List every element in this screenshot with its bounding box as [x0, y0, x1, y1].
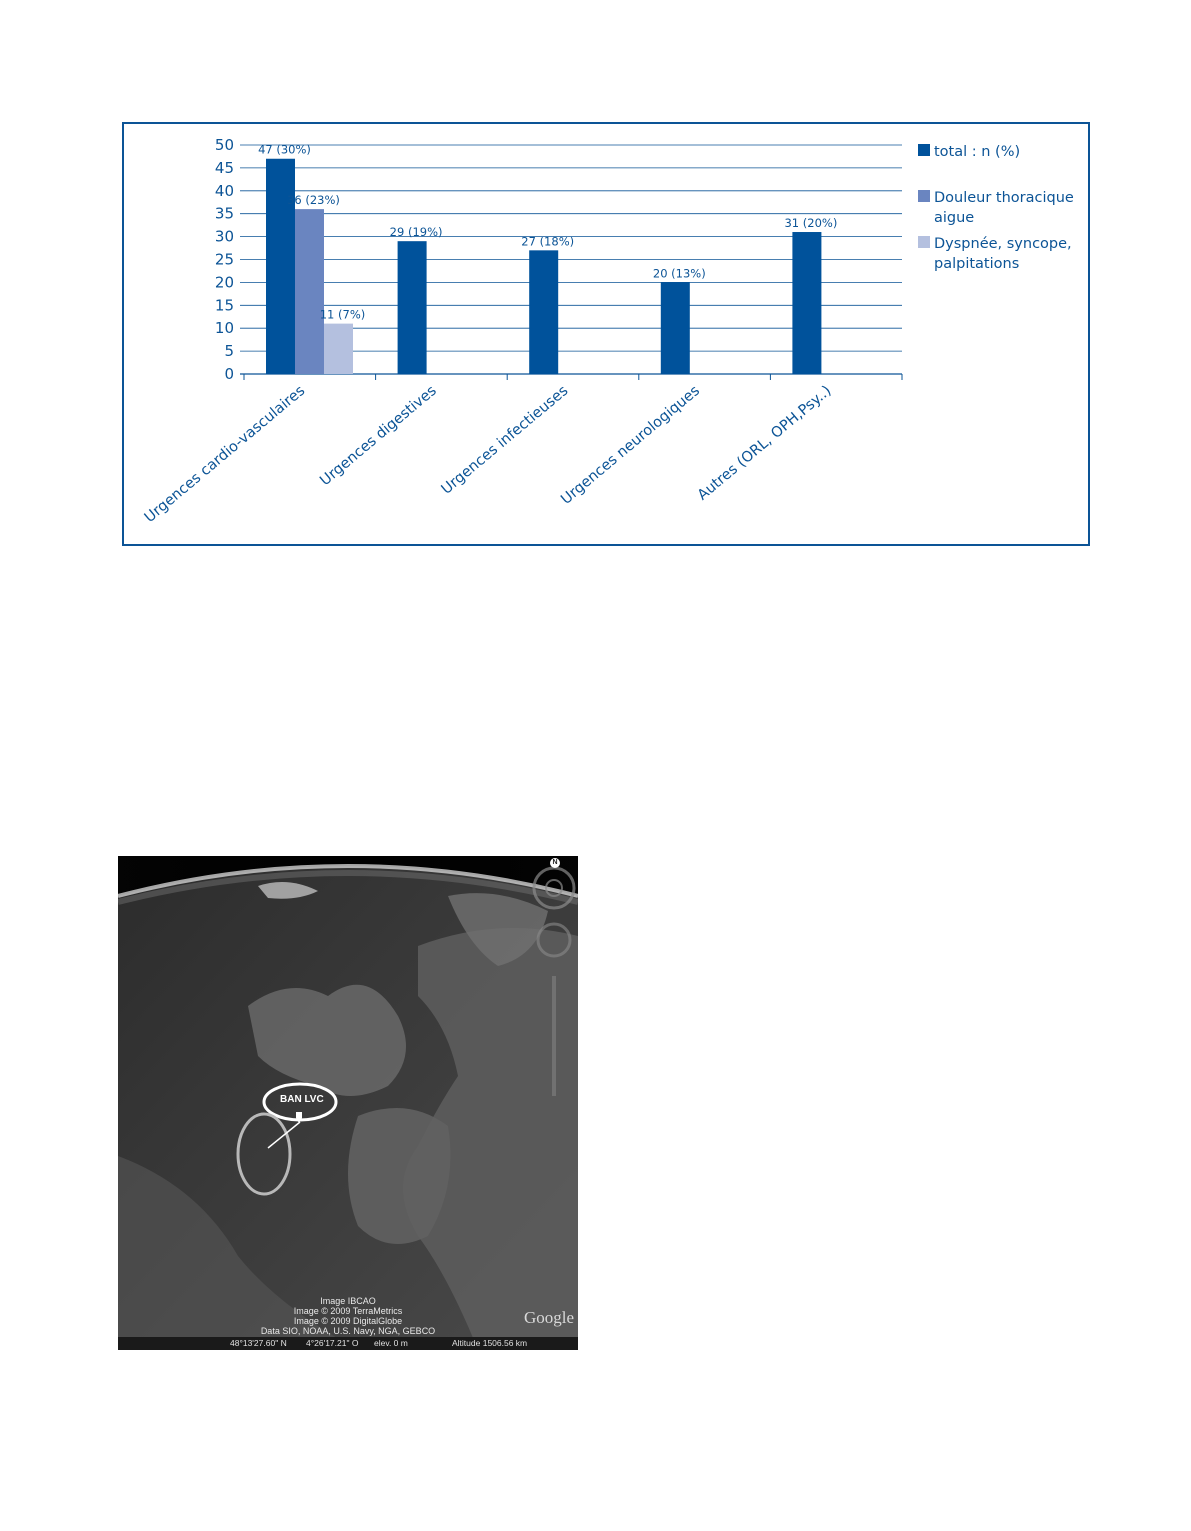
- x-category-label: Urgences digestives: [317, 382, 440, 490]
- data-label: 27 (18%): [521, 234, 575, 249]
- bar: [792, 232, 821, 374]
- bar: [266, 159, 295, 374]
- legend-label: total : n (%): [934, 144, 1021, 160]
- data-label: 29 (19%): [389, 225, 443, 240]
- map-marker-label: BAN LVC: [280, 1094, 324, 1105]
- chart-frame: [122, 122, 1090, 546]
- legend-label: Dyspnée, syncope,: [934, 236, 1072, 252]
- x-category-label: Urgences neurologiques: [558, 382, 703, 508]
- x-category-label: Urgences infectieuses: [438, 382, 572, 498]
- x-category-label: Urgences cardio-vasculaires: [141, 382, 309, 527]
- altitude-readout: Altitude 1506.56 km: [452, 1338, 528, 1348]
- credit-line: Data SIO, NOAA, U.S. Navy, NGA, GEBCO: [260, 1326, 436, 1336]
- legend-label: palpitations: [934, 256, 1020, 272]
- y-tick-label: 15: [214, 296, 234, 315]
- data-label: 20 (13%): [652, 266, 706, 281]
- legend-label: Douleur thoracique: [934, 190, 1074, 206]
- google-logo: Google: [523, 1308, 574, 1327]
- bar: [661, 282, 690, 374]
- credit-line: Image © 2009 DigitalGlobe: [293, 1316, 403, 1326]
- data-label: 36 (23%): [287, 193, 340, 208]
- north-indicator-icon[interactable]: N: [550, 858, 560, 868]
- legend-label: aigue: [934, 210, 975, 226]
- bar: [398, 241, 427, 374]
- credit-line: Image IBCAO: [320, 1296, 376, 1306]
- y-tick-label: 35: [214, 204, 234, 223]
- y-tick-label: 0: [224, 365, 234, 383]
- y-tick-label: 10: [214, 319, 234, 338]
- bar: [295, 209, 324, 374]
- longitude-readout: 4°26'17.21" O: [306, 1338, 359, 1348]
- x-category-label: Autres (ORL, OPH,Psy..): [694, 382, 835, 504]
- y-tick-label: 40: [214, 181, 234, 200]
- data-label: 31 (20%): [784, 216, 838, 231]
- bar: [529, 250, 558, 374]
- bar: [324, 324, 353, 374]
- map-status-bar: [118, 1337, 578, 1350]
- y-tick-label: 50: [214, 136, 234, 154]
- legend-swatch: [918, 190, 930, 202]
- map-credits: [238, 1296, 458, 1336]
- legend-swatch: [918, 236, 930, 248]
- data-label: 47 (30%): [258, 142, 311, 157]
- y-tick-label: 30: [214, 227, 234, 246]
- credit-line: Image © 2009 TerraMetrics: [293, 1306, 403, 1316]
- satellite-map-image: [118, 856, 578, 1350]
- data-label: 11 (7%): [319, 307, 366, 322]
- y-tick-label: 5: [224, 342, 234, 361]
- y-tick-label: 20: [214, 273, 234, 292]
- y-tick-label: 25: [214, 250, 234, 269]
- y-tick-label: 45: [214, 158, 234, 177]
- legend-swatch: [918, 144, 930, 156]
- latitude-readout: 48°13'27.60" N: [230, 1338, 287, 1348]
- bar-chart: [124, 124, 1088, 544]
- elevation-readout: elev. 0 m: [374, 1338, 408, 1348]
- globe-view: [118, 856, 578, 1350]
